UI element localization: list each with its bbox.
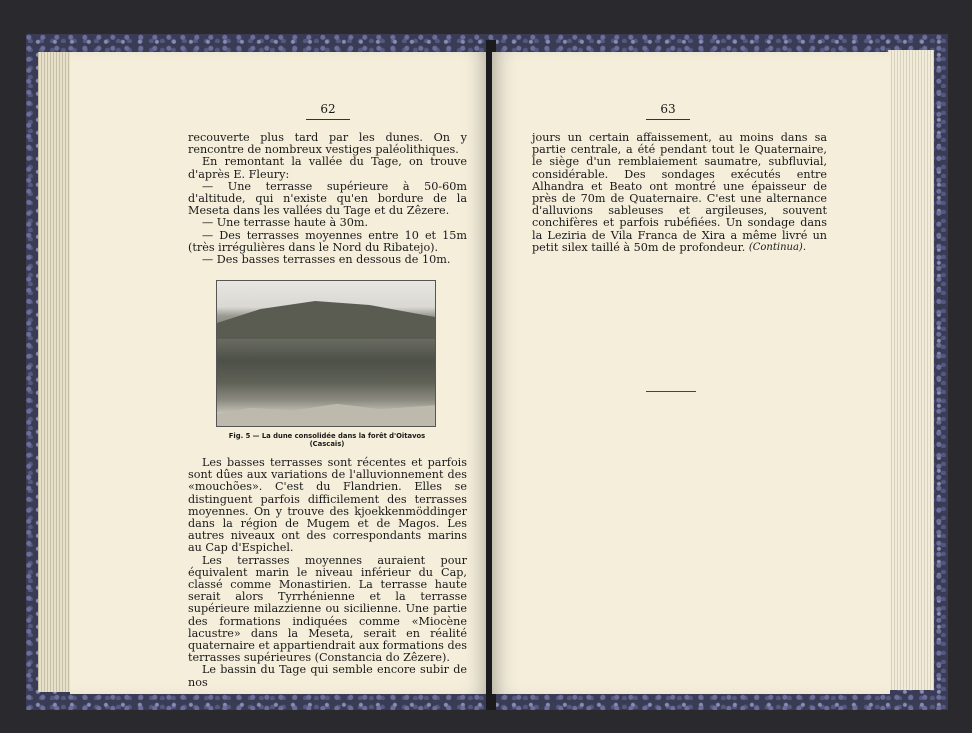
left-top-text [188,132,467,266]
figure-caption: Fig. 5 — La dune consolidée dans la forêt d'Oitavos (Cascais) [228,432,426,448]
right-page [492,52,890,694]
page-edges-right [888,50,934,690]
right-main-text [532,132,827,254]
paragraph: Le bassin du Tage qui semble encore subir de nos [188,663,467,689]
paragraph: jours un certain affaissement, au moins dans sa partie centrale, a été pendant tout le Quaternaire, le siège d'un remblaiement saumatre, subfluvial, considérable. Des sondages exécutés entre Alhandra et Beato ont montré une épaisseur de près de 70m de Quaternaire. C'est une alternance d'alluvions sableuses et argileuses, souvent conchifères et parfois rubéfiées. Un sondage dans la Leziria de Vila Franca de Xira a même livré un petit silex taillé à 50m de profondeur. [532,131,827,254]
paragraph: — Une terrasse haute à 30m. [202,216,369,230]
page-number-rule [306,119,350,120]
page-number-rule [646,119,690,120]
paragraph: Les basses terrasses sont récentes et parfois sont dûes aux variations de l'alluvionnement des «mouchões». C'est du Flandrien. Elles se distinguent parfois difficilement des terrasses moyennes. On y trouve des kjoekkenmöddinger dans la région de Mugem et de Magos. Les autres niveaux ont des correspondants marins au Cap d'Espichel. [188,456,467,555]
paragraph: — Des terrasses moyennes entre 10 et 15m (très irrégulières dans le Nord du Ribatejo). [188,228,467,254]
closing-rule [646,391,696,392]
left-bottom-text [188,457,467,689]
paragraph: En remontant la vallée du Tage, on trouve d'après E. Fleury: [188,155,467,181]
hill-shape [217,299,435,339]
rocks-shape [217,400,435,426]
left-page [70,52,490,694]
paragraph: — Une terrasse supérieure à 50-60m d'altitude, qui n'existe qu'en bordure de la Meseta dans les vallées du Tage et du Zêzere. [188,179,467,218]
paragraph: — Des basses terrasses en dessous de 10m. [202,253,451,267]
page-number: 63 [660,102,676,116]
dune-photograph [216,280,436,427]
page-number: 62 [320,102,336,116]
continued-note: (Continua). [748,242,806,253]
page-edges-left [38,52,74,692]
paragraph: Les terrasses moyennes auraient pour équivalent marin le niveau inférieur du Cap, classé comme Monastirien. La terrasse haute serait alors Tyrrhénienne et la terrasse supérieure milazzienne ou sicilienne. Une partie des formations indiquées comme «Miocène lacustre» dans la Meseta, serait en réalité quaternaire et appartiendrait aux formations des terrasses supérieures (Constancia do Zêzere). [188,553,467,665]
paragraph: recouverte plus tard par les dunes. On y rencontre de nombreux vestiges paléolithiques. [188,131,467,157]
